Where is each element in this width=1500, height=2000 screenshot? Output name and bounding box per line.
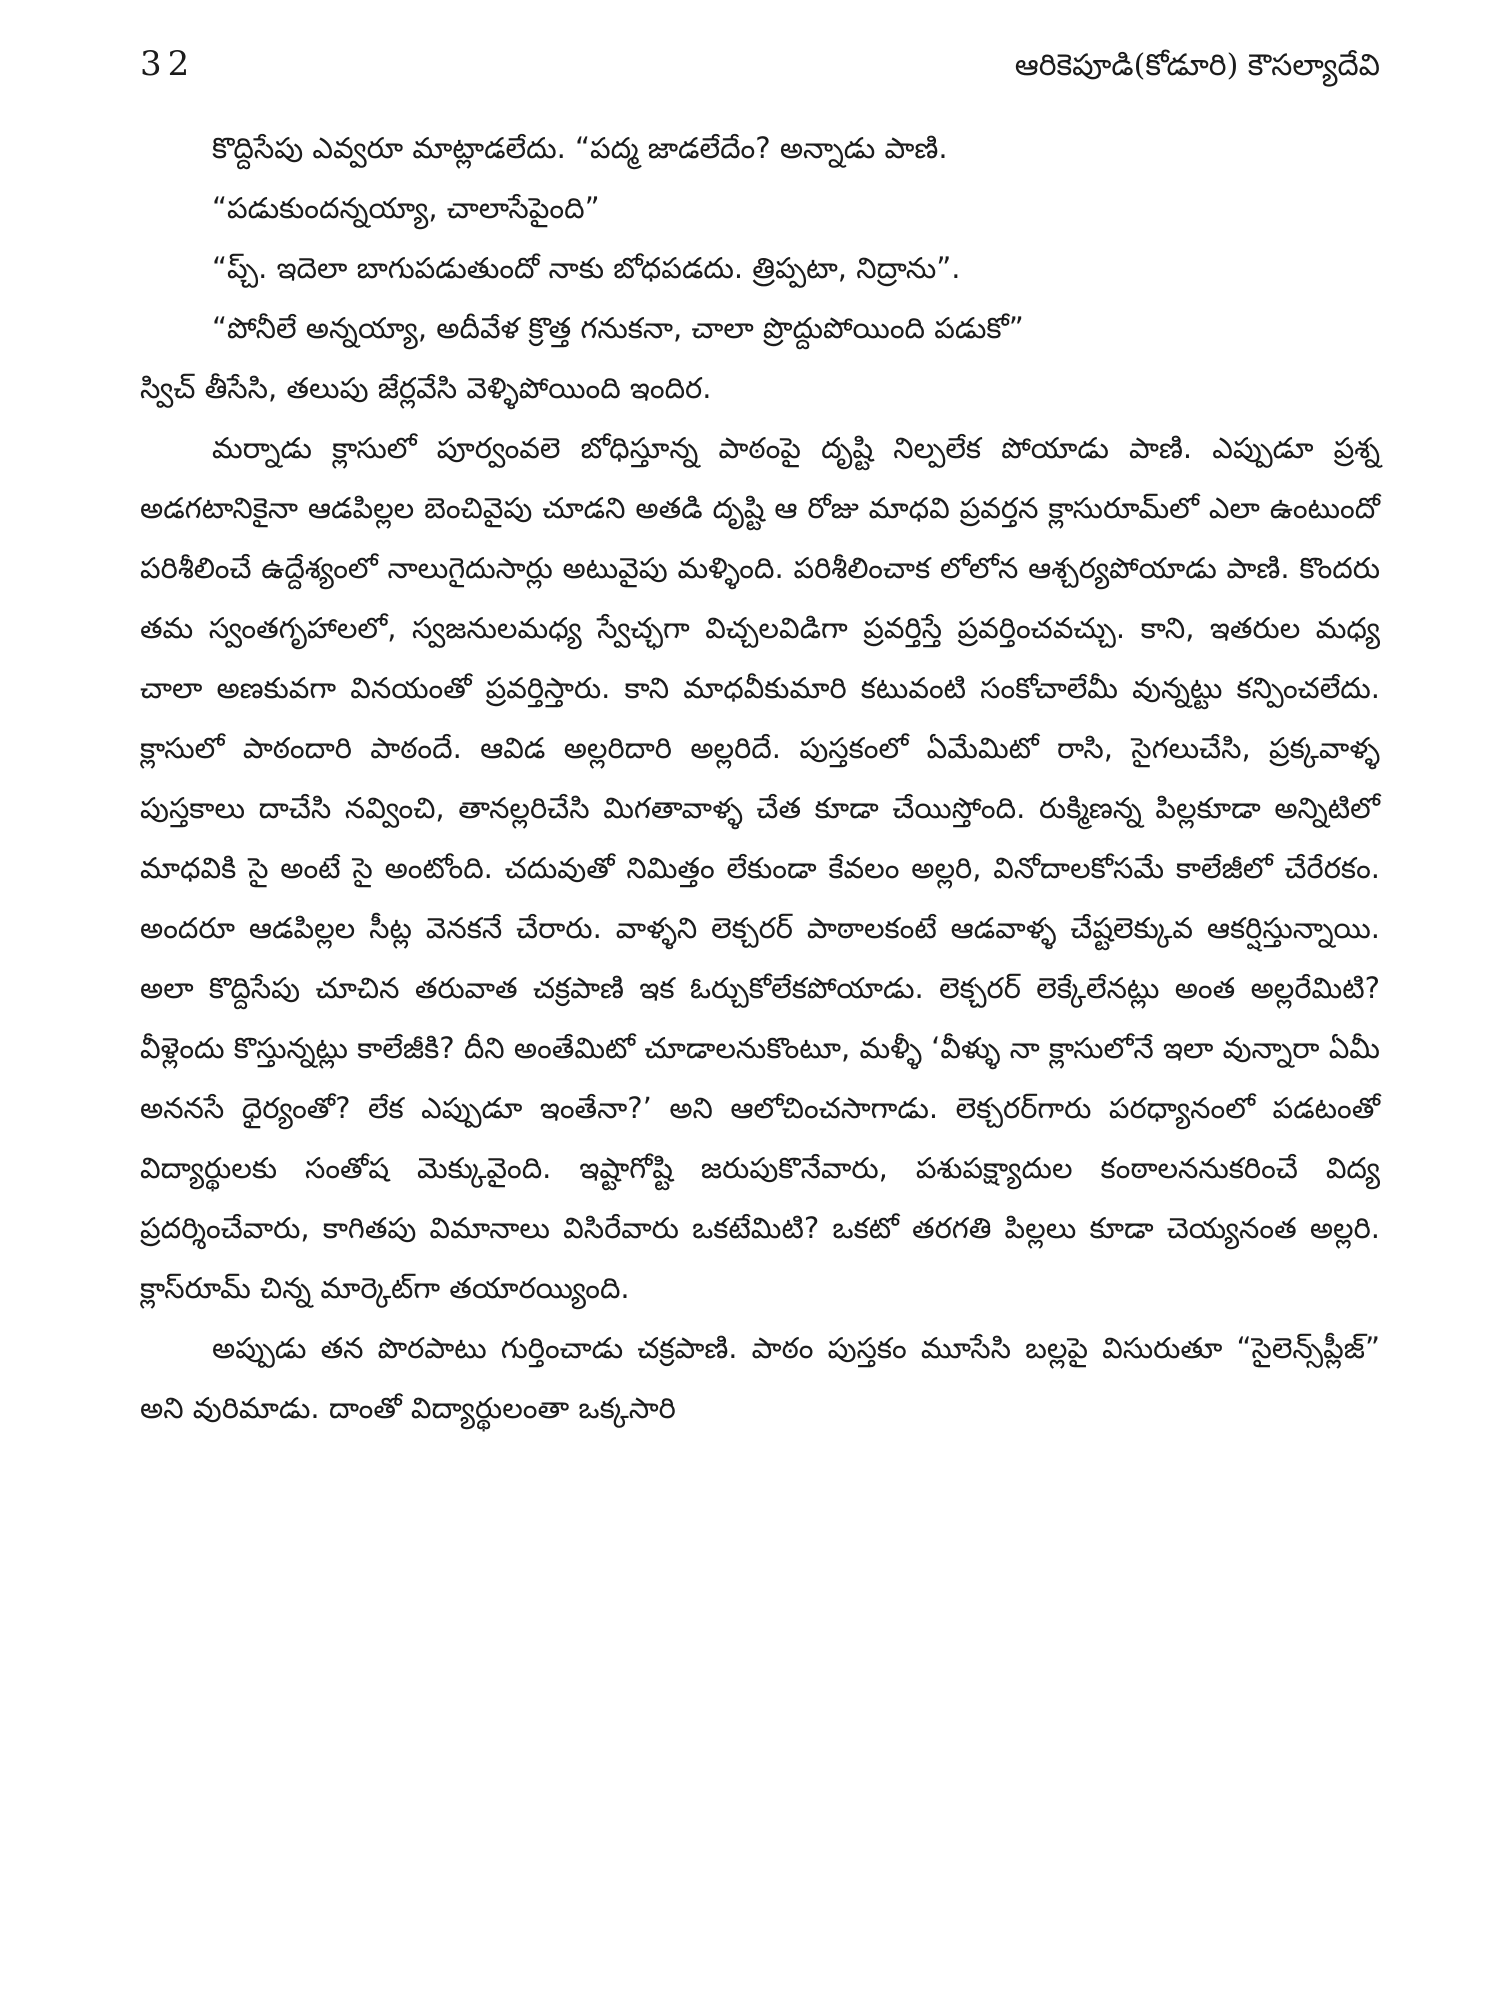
paragraph: “ప్చ్. ఇదెలా బాగుపడుతుందో నాకు బోధపడదు. త్రిప్పటా, నిద్రాను”. (212, 251, 961, 285)
body-text (140, 118, 1380, 1438)
paragraph: స్విచ్ తీసేసి, తలుపు జేర్లవేసి వెళ్ళిపోయింది ఇందిర. (140, 371, 712, 405)
paragraph: “పడుకుందన్నయ్యా, చాలాసేపైంది” (212, 191, 600, 225)
paragraph: “పోనీలే అన్నయ్యా, అదీవేళ క్రొత్త గనుకనా, చాలా ప్రొద్దుపోయింది పడుకో” (212, 311, 1024, 345)
running-head: ఆరికెపూడి(కోడూరి) కౌసల్యాదేవి (1014, 48, 1380, 83)
page-header (140, 44, 1380, 106)
paragraph: కొద్దిసేపు ఎవ్వరూ మాట్లాడలేదు. “పద్మ జాడలేదేం? అన్నాడు పాణి. (212, 131, 948, 165)
paragraph: అప్పుడు తన పొరపాటు గుర్తించాడు చక్రపాణి. పాఠం పుస్తకం మూసేసి బల్లపై విసురుతూ “సైలెన్స్‌ప్లీజ్” అని వురిమాడు. దాంతో విద్యార్థులంతా ఒక్కసారి (140, 1331, 1380, 1425)
page-number: 32 (140, 44, 196, 84)
paragraph: మర్నాడు క్లాసులో పూర్వంవలె బోధిస్తూన్న పాఠంపై దృష్టి నిల్పలేక పోయాడు పాణి. ఎప్పుడూ ప్రశ్న అడగటానికైనా ఆడపిల్లల బెంచివైపు చూడని అతడి దృష్టి ఆ రోజు మాధవి ప్రవర్తన క్లాసురూమ్‌లో ఎలా ఉంటుందో పరిశీలించే ఉద్దేశ్యంలో నాలుగైదుసార్లు అటువైపు మళ్ళింది. పరిశీలించాక లోలోన ఆశ్చర్యపోయాడు పాణి. కొందరు తమ స్వంతగృహాలలో, స్వజనులమధ్య స్వేచ్ఛగా విచ్చలవిడిగా ప్రవర్తిస్తే ప్రవర్తించవచ్చు. కాని, ఇతరుల మధ్య చాలా అణకువగా వినయంతో ప్రవర్తిస్తారు. కాని మాధవీకుమారి కటువంటి సంకోచాలేమీ వున్నట్టు కన్పించలేదు. క్లాసులో పాఠందారి పాఠందే. ఆవిడ అల్లరిదారి అల్లరిదే. పుస్తకంలో ఏమేమిటో రాసి, సైగలుచేసి, ప్రక్కవాళ్ళ పుస్తకాలు దాచేసి నవ్వించి, తానల్లరిచేసి మిగతావాళ్ళ చేత కూడా చేయిస్తోంది. రుక్మిణన్న పిల్లకూడా అన్నిటిలో మాధవికి సై అంటే సై అంటోంది. చదువుతో నిమిత్తం లేకుండా కేవలం అల్లరి, వినోదాలకోసమే కాలేజీలో చేరేరకం. అందరూ ఆడపిల్లల సీట్ల వెనకనే చేరారు. వాళ్ళని లెక్చరర్ పాఠాలకంటే ఆడవాళ్ళ చేష్టలెక్కువ ఆకర్షిస్తున్నాయి. అలా కొద్దిసేపు చూచిన తరువాత చక్రపాణి ఇక ఓర్చుకోలేకపోయాడు. లెక్చరర్ లెక్కేలేనట్లు అంత అల్లరేమిటి? వీళ్లెందు కొస్తున్నట్లు కాలేజీకి? దీని అంతేమిటో చూడాలనుకొంటూ, మళ్ళీ ‘వీళ్ళు నా క్లాసులోనే ఇలా వున్నారా ఏమీ అననసే ధైర్యంతో? లేక ఎప్పుడూ ఇంతేనా?’ అని ఆలోచించసాగాడు. లెక్చరర్‌గారు పరధ్యానంలో పడటంతో విద్యార్థులకు సంతోష మెక్కువైంది. ఇష్టాగోష్టి జరుపుకొనేవారు, పశుపక్ష్యాదుల కంఠాలననుకరించే విద్య ప్రదర్శించేవారు, కాగితపు విమానాలు విసిరేవారు ఒకటేమిటి? ఒకటో తరగతి పిల్లలు కూడా చెయ్యనంత అల్లరి. క్లాస్‌రూమ్ చిన్న మార్కెట్‌గా తయారయ్యింది. (140, 431, 1380, 1305)
